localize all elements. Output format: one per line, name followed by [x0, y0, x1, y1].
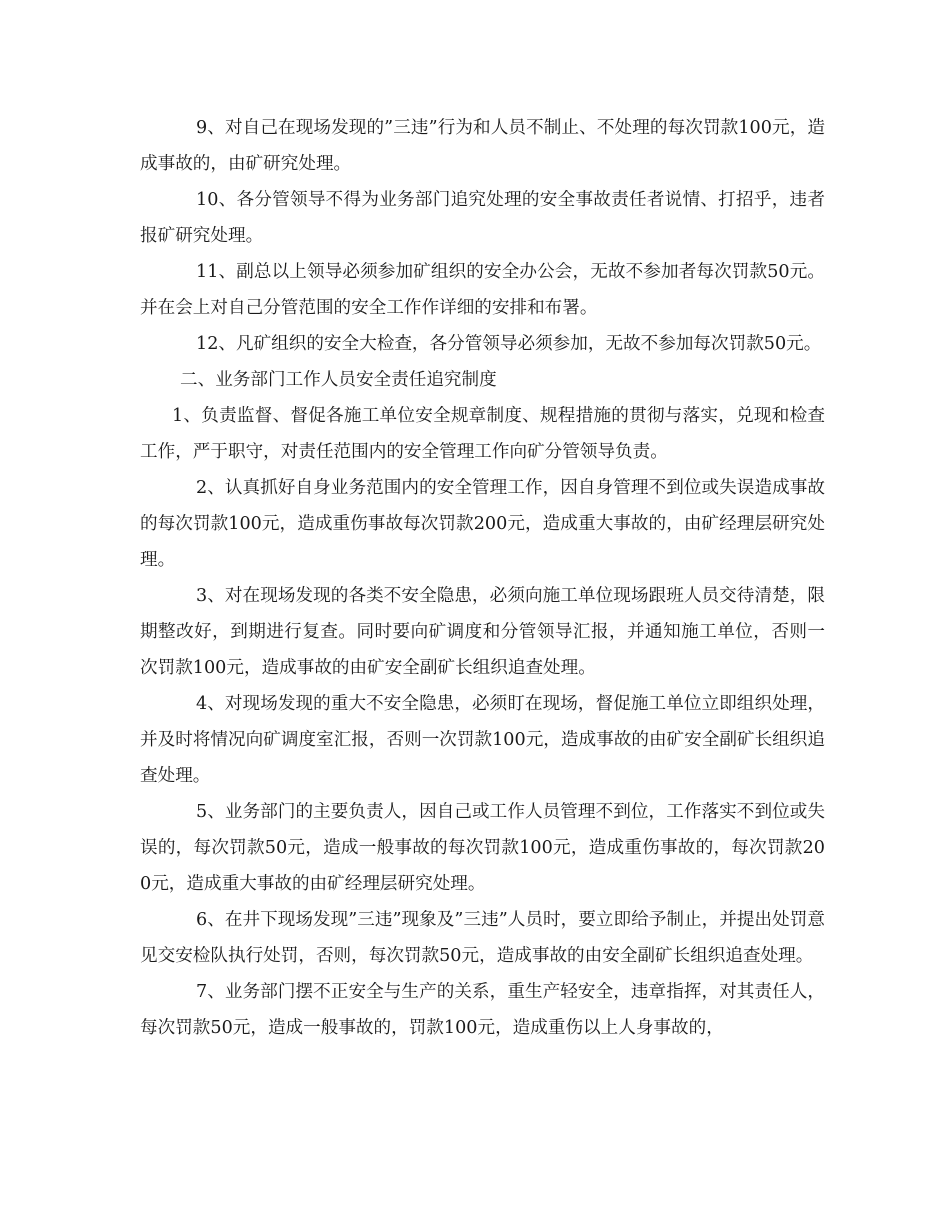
paragraph-item-2: 2、认真抓好自身业务范围内的安全管理工作，因自身管理不到位或失误造成事故的每次罚款100元，造成重伤事故每次罚款200元，造成重大事故的，由矿经理层研究处理。 [140, 478, 825, 570]
paragraph-item-12: 12、凡矿组织的安全大检查，各分管领导必须参加，无故不参加每次罚款50元。 [196, 334, 822, 354]
paragraph-item-6: 6、在井下现场发现”三违”现象及”三违”人员时，要立即给予制止，并提出处罚意见交安检队执行处罚，否则，每次罚款50元，造成事故的由安全副矿长组织追查处理。 [140, 910, 825, 966]
section-heading-2: 二、业务部门工作人员安全责任追究制度 [180, 370, 497, 390]
paragraph-item-9: 9、对自己在现场发现的”三违”行为和人员不制止、不处理的每次罚款100元，造成事故的，由矿研究处理。 [140, 118, 825, 174]
paragraph-item-11: 11、副总以上领导必须参加矿组织的安全办公会，无故不参加者每次罚款50元。并在会上对自己分管范围的安全工作作详细的安排和布署。 [140, 262, 825, 318]
paragraph-item-4: 4、对现场发现的重大不安全隐患，必须盯在现场，督促施工单位立即组织处理，并及时将情况向矿调度室汇报，否则一次罚款100元，造成事故的由矿安全副矿长组织追查处理。 [140, 694, 825, 786]
paragraph-item-10: 10、各分管领导不得为业务部门追究处理的安全事故责任者说情、打招乎，违者报矿研究处理。 [140, 190, 825, 246]
paragraph-item-3: 3、对在现场发现的各类不安全隐患，必须向施工单位现场跟班人员交待清楚，限期整改好，到期进行复查。同时要向矿调度和分管领导汇报，并通知施工单位，否则一次罚款100元，造成事故的由矿安全副矿长组织追查处理。 [140, 586, 825, 678]
document-page [140, 110, 825, 1046]
paragraph-item-7: 7、业务部门摆不正安全与生产的关系，重生产轻安全，违章指挥，对其责任人，每次罚款50元，造成一般事故的，罚款100元，造成重伤以上人身事故的， [140, 982, 825, 1038]
paragraph-item-5: 5、业务部门的主要负责人，因自己或工作人员管理不到位，工作落实不到位或失误的，每次罚款50元，造成一般事故的每次罚款100元，造成重伤事故的，每次罚款200元，造成重大事故的由矿经理层研究处理。 [140, 802, 825, 894]
paragraph-item-1: 1、负责监督、督促各施工单位安全规章制度、规程措施的贯彻与落实，兑现和检查工作，严于职守，对责任范围内的安全管理工作向矿分管领导负责。 [140, 406, 825, 462]
